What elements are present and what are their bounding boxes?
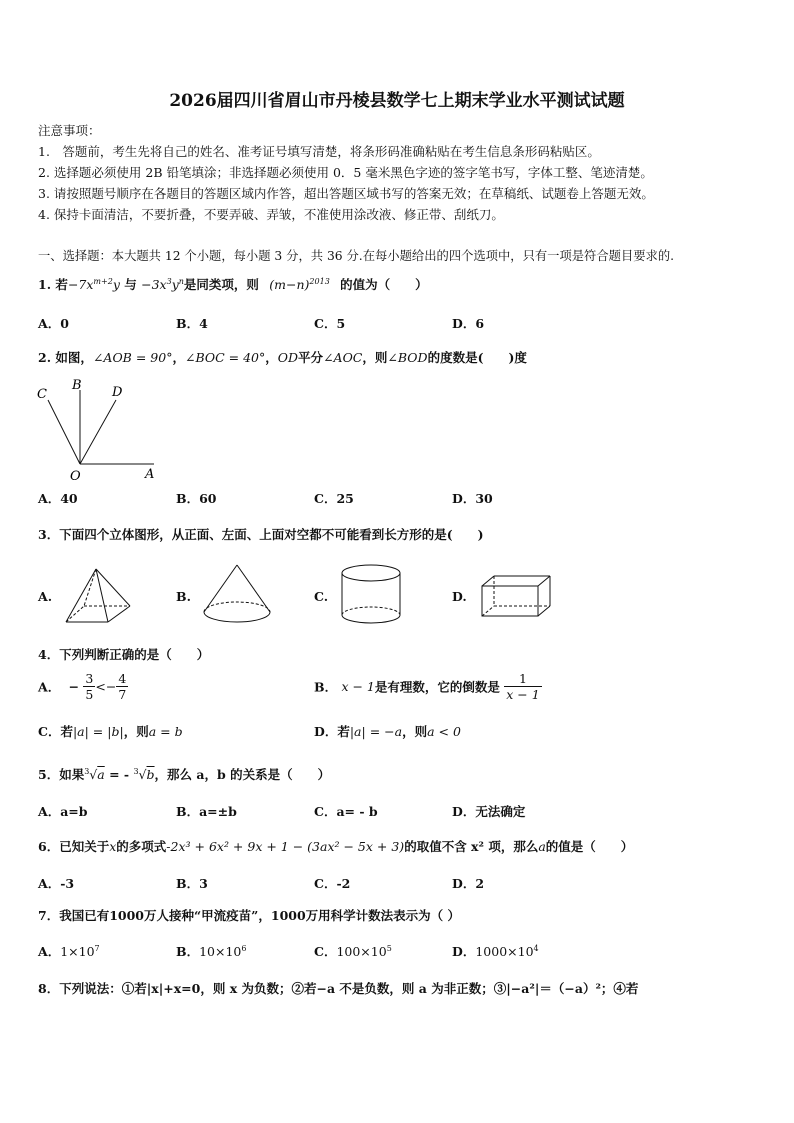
question-2: 2. 如图，∠AOB = 90°，∠BOC = 40°，OD平分∠AOC，则∠BOD的度数是( )度 [38, 350, 527, 365]
q2-angle-diagram [30, 376, 170, 484]
question-8: 8．下列说法：①若|x|+x=0，则 x 为负数；②若−a 不是负数，则 a 为非正数；③|−a²|＝（−a）²；④若 [38, 981, 639, 996]
q1-option-a[interactable]: A．0 [38, 316, 69, 331]
question-3: 3．下面四个立体图形，从正面、左面、上面对空都不可能看到长方形的是( ) [38, 527, 484, 542]
label-o: O [70, 469, 81, 484]
q4-option-c[interactable]: C．若|a| = |b|，则a = b [38, 724, 183, 739]
q7-option-c[interactable]: C．$100\times 10^5$ [314, 943, 392, 959]
question-1 [38, 275, 428, 293]
q2-end: 的度数是( )度 [427, 350, 527, 365]
q2-pre: 如图， [55, 350, 93, 365]
q1-mid: 与 [124, 277, 137, 292]
q6-polynomial: -2x³ + 6x² + 9x + 1 − (3ax² − 5x + 3) [166, 839, 405, 854]
page-title: 2026届四川省眉山市丹棱县数学七上期末学业水平测试试题 [169, 91, 625, 111]
question-7: 7．我国已有1000万人接种“甲流疫苗”，1000万用科学计数法表示为（ ） [38, 908, 461, 923]
q4-option-d[interactable]: D．若|a| = −a，则a < 0 [314, 724, 461, 739]
q1-post: 是同类项，则 [183, 277, 259, 292]
q2-option-a[interactable]: A．40 [38, 491, 78, 506]
q2-angle-aoc: ∠AOC [323, 350, 363, 365]
notes-item-4: 4. 保持卡面清洁，不要折叠，不要弄破、弄皱，不准使用涂改液、修正带、刮纸刀。 [38, 207, 504, 222]
q1-option-b[interactable]: B．4 [176, 316, 208, 331]
q2-mid2: ，则 [362, 350, 388, 365]
ray-od [80, 400, 116, 464]
notes-item-3: 3. 请按照题号顺序在各题目的答题区域内作答，超出答题区域书写的答案无效；在草稿纸、试题卷上答题无效。 [38, 186, 654, 201]
q5-option-b[interactable]: B．a=±b [176, 804, 237, 819]
q2-mid: 平分 [298, 350, 324, 365]
q1-expression: $(m-n)^{2013}$ [269, 276, 330, 292]
q1-option-c[interactable]: C．5 [314, 316, 346, 331]
cuboid-icon [478, 572, 554, 622]
q6-option-b[interactable]: B．3 [176, 876, 208, 891]
q2-number: 2. [38, 350, 52, 365]
label-b: B [72, 378, 82, 393]
q2-option-d[interactable]: D．30 [452, 491, 493, 506]
q5-option-c[interactable]: C．a= - b [314, 804, 378, 819]
q4-option-b[interactable]: B． x − 1是有理数，它的倒数是 $\frac{1}{x - 1}$ [314, 671, 540, 702]
question-4: 4．下列判断正确的是（ ） [38, 647, 210, 662]
q7-option-a[interactable]: A．$1\times 10^7$ [38, 943, 100, 959]
q1-pre: 若 [55, 277, 68, 292]
notes-item-2: 2. 选择题必须使用 2B 铅笔填涂；非选择题必须使用 0．5 毫米黑色字迹的签字笔书写，字体工整、笔迹清楚。 [38, 165, 653, 180]
label-d: D [112, 385, 123, 400]
q1-end: 的值为（ ） [340, 277, 428, 292]
q3-option-b[interactable]: B. [176, 589, 191, 604]
q4-option-a[interactable]: A． − $\frac{3}{5}$ <− $\frac{4}{7}$ [38, 671, 127, 702]
q1-term1: $-7x^{m+2}y$ [67, 276, 120, 292]
q6-option-d[interactable]: D．2 [452, 876, 485, 891]
q1-option-d[interactable]: D．6 [452, 316, 485, 331]
cone-icon [200, 562, 276, 628]
q3-option-d[interactable]: D. [452, 589, 467, 604]
label-a: A [145, 467, 155, 482]
q7-option-b[interactable]: B．$10\times 10^6$ [176, 943, 247, 959]
question-5: 5．如果$^3$√a = - $^3$√b，那么 a，b 的关系是（ ） [38, 766, 331, 782]
q5-option-a[interactable]: A．a=b [38, 804, 88, 819]
q3-option-c[interactable]: C. [314, 589, 329, 604]
question-6: 6．已知关于x的多项式-2x³ + 6x² + 9x + 1 − (3ax² − 5x + 3)的取值不含 x² 项，那么a的值是（ ） [38, 839, 634, 854]
q6-option-a[interactable]: A．-3 [38, 876, 75, 891]
notes-item-1: 1. 答题前，考生先将自己的姓名、准考证号填写清楚，将条形码准确粘贴在考生信息条形码粘贴区。 [38, 144, 600, 159]
q2-angle-boc: ∠BOC = 40° [184, 350, 266, 365]
q2-option-b[interactable]: B．60 [176, 491, 217, 506]
q2-angle-bod: ∠BOD [387, 350, 428, 365]
q1-number: 1. [38, 277, 52, 292]
q2-option-c[interactable]: C．25 [314, 491, 354, 506]
ray-oc [48, 400, 80, 464]
q2-ray-od: OD [277, 350, 299, 365]
section-heading: 一、选择题：本大题共 12 个小题，每小题 3 分，共 36 分.在每小题给出的四个选项中，只有一项是符合题目要求的. [38, 249, 675, 263]
notes-heading: 注意事项： [38, 123, 101, 138]
pyramid-icon [62, 566, 134, 626]
label-c: C [37, 387, 47, 402]
q3-option-a[interactable]: A. [38, 589, 53, 604]
q7-option-d[interactable]: D．$1000\times 10^4$ [452, 943, 539, 959]
cylinder-icon [338, 563, 406, 627]
q6-option-c[interactable]: C．-2 [314, 876, 351, 891]
q2-angle-aob: ∠AOB = 90° [92, 350, 173, 365]
q1-term2: $-3x^3y^n$ [141, 276, 184, 292]
q5-option-d[interactable]: D．无法确定 [452, 804, 526, 819]
